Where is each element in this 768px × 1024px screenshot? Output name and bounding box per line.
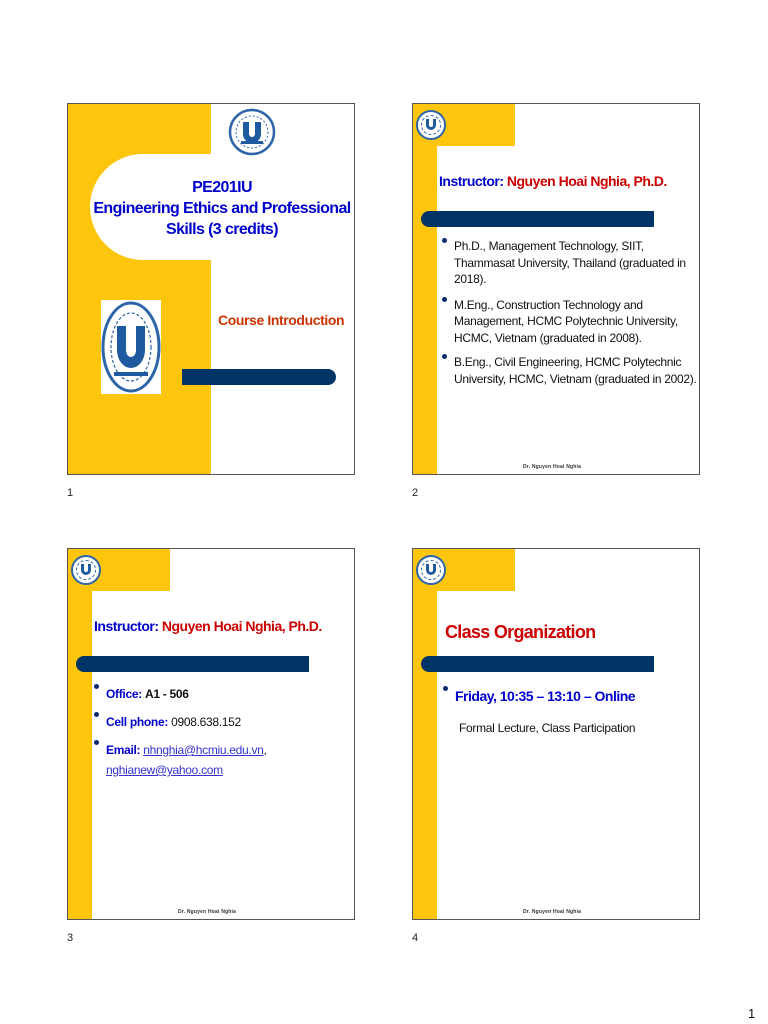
instructor-label: Instructor: — [94, 618, 159, 634]
navy-bar — [182, 369, 336, 385]
yellow-strip — [413, 104, 437, 475]
contact-list — [94, 684, 349, 780]
university-logo-icon — [228, 108, 276, 156]
yellow-strip — [413, 549, 437, 920]
slide-number-3: 3 — [67, 932, 74, 944]
course-title — [68, 177, 355, 240]
slide-footer: Dr. Nguyen Hoai Nghia — [178, 909, 237, 915]
instructor-heading — [94, 618, 322, 634]
slide-number-1: 1 — [67, 487, 74, 499]
slide-footer: Dr. Nguyen Hoai Nghia — [523, 464, 582, 470]
slide-4 — [412, 548, 700, 920]
course-title-line2: Skills (3 credits) — [166, 221, 278, 238]
office-label: Office: — [106, 687, 142, 701]
list-item: Ph.D., Management Technology, SIIT, Thammasat University, Thailand (graduated in 2018). — [442, 238, 697, 288]
yellow-block — [92, 549, 170, 591]
email-label: Email: — [106, 743, 141, 757]
slide-number-4: 4 — [412, 932, 419, 944]
course-code: PE201IU — [192, 179, 252, 196]
schedule-subtext: Formal Lecture, Class Participation — [459, 721, 636, 735]
yellow-block — [437, 104, 515, 146]
phone-item — [94, 712, 349, 732]
office-item — [94, 684, 349, 704]
slide-footer: Dr. Nguyen Hoai Nghia — [523, 909, 582, 915]
phone-value: 0908.638.152 — [171, 715, 241, 729]
schedule-list — [443, 686, 698, 706]
university-logo-icon — [416, 555, 446, 585]
list-item: B.Eng., Civil Engineering, HCMC Polytechnic University, HCMC, Vietnam (graduated in 2002). — [442, 354, 697, 387]
instructor-name: Nguyen Hoai Nghia, Ph.D. — [506, 173, 667, 189]
course-title-line1: Engineering Ethics and Professional — [93, 200, 351, 217]
phone-label: Cell phone: — [106, 715, 169, 729]
email-link-2[interactable]: nghianew@yahoo.com — [106, 763, 223, 777]
page-number: 1 — [748, 1006, 756, 1021]
instructor-heading — [439, 173, 667, 189]
email-separator: , — [263, 743, 267, 757]
slide-2 — [412, 103, 700, 475]
yellow-block — [437, 549, 515, 591]
university-logo-icon — [416, 110, 446, 140]
email-link-1[interactable]: nhnghia@hcmiu.edu.vn — [143, 743, 264, 757]
instructor-name: Nguyen Hoai Nghia, Ph.D. — [161, 618, 322, 634]
yellow-strip — [68, 549, 92, 920]
email-item — [94, 740, 349, 780]
navy-bar — [76, 656, 309, 672]
navy-bar — [421, 211, 654, 227]
slide-3 — [67, 548, 355, 920]
instructor-label: Instructor: — [439, 173, 504, 189]
slide-number-2: 2 — [412, 487, 419, 499]
university-seal-icon — [101, 300, 161, 394]
slide-1 — [67, 103, 355, 475]
education-list — [442, 238, 697, 387]
slide-heading: Class Organization — [445, 622, 596, 642]
list-item: Friday, 10:35 – 13:10 – Online — [443, 686, 698, 706]
list-item: M.Eng., Construction Technology and Management, HCMC Polytechnic University, HCMC, Vietnam (graduated in 2008). — [442, 297, 697, 347]
university-logo-icon — [71, 555, 101, 585]
course-subtitle: Course Introduction — [218, 312, 345, 328]
office-value: A1 - 506 — [144, 687, 189, 701]
navy-bar — [421, 656, 654, 672]
